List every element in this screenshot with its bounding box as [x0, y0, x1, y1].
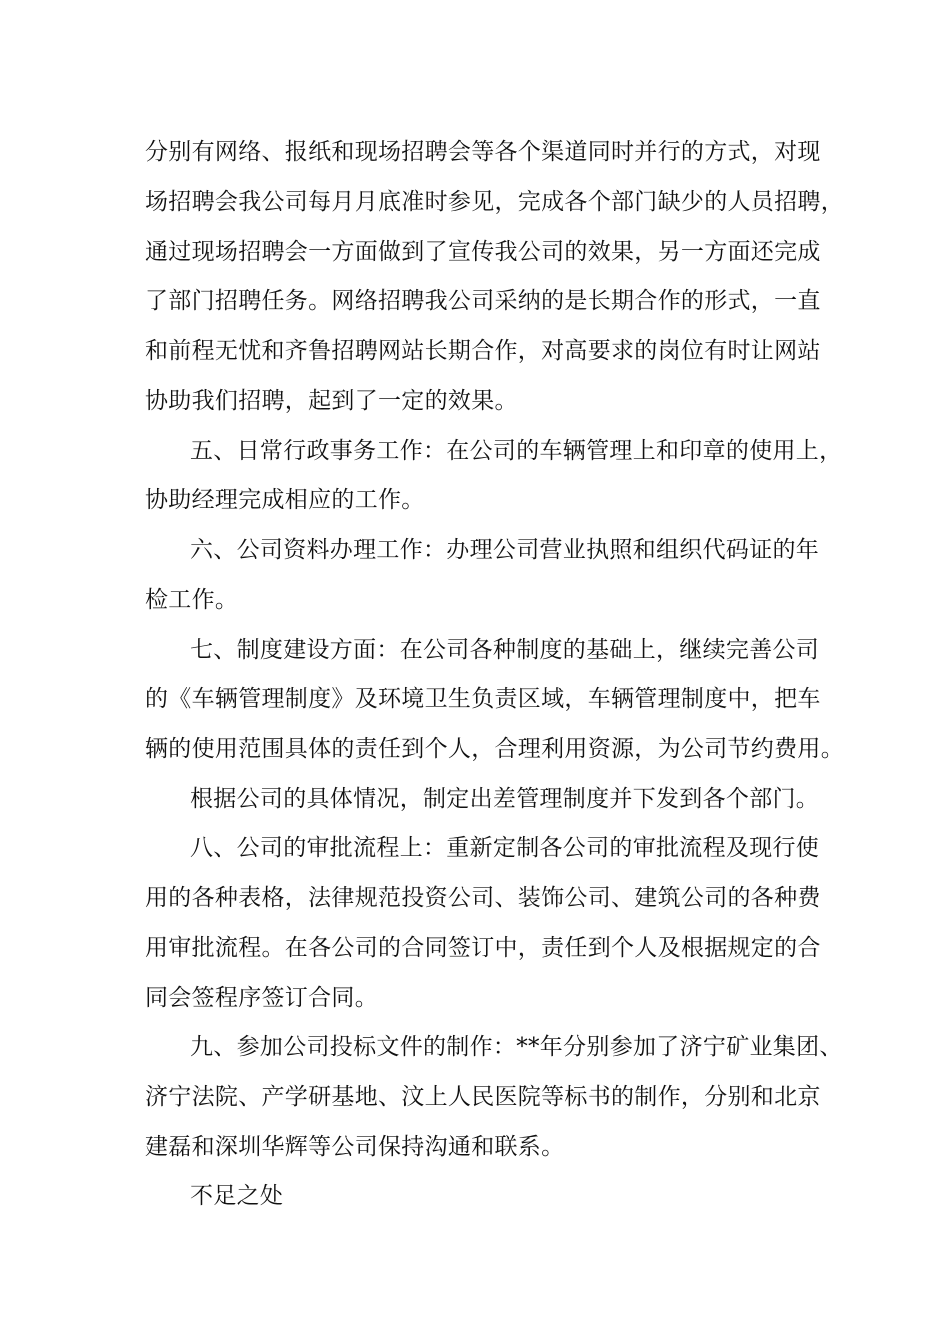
body-text-line: 协助经理完成相应的工作。 — [145, 487, 425, 513]
body-text-line: 协助我们招聘，起到了一定的效果。 — [145, 388, 518, 414]
body-text-line: 检工作。 — [145, 587, 239, 613]
body-text-line: 辆的使用范围具体的责任到个人，合理利用资源，为公司节约费用。 — [145, 736, 844, 762]
body-text-line: 济宁法院、产学研基地、汶上人民医院等标书的制作，分别和北京 — [145, 1084, 821, 1110]
body-text-line: 场招聘会我公司每月月底准时参见，完成各个部门缺少的人员招聘， — [145, 189, 844, 215]
body-text-line: 用审批流程。在各公司的合同签订中，责任到个人及根据规定的合 — [145, 935, 821, 961]
body-text-line: 建磊和深圳华辉等公司保持沟通和联系。 — [145, 1134, 565, 1160]
section-heading-shortcomings: 不足之处 — [190, 1183, 284, 1209]
body-text-line: 了部门招聘任务。网络招聘我公司采纳的是长期合作的形式，一直 — [145, 288, 821, 314]
body-text-line: 和前程无忧和齐鲁招聘网站长期合作，对高要求的岗位有时让网站 — [145, 338, 821, 364]
paragraph-seven-heading: 七、制度建设方面：在公司各种制度的基础上，继续完善公司 — [190, 637, 820, 663]
body-text-line: 同会签程序签订合同。 — [145, 985, 378, 1011]
paragraph-eight-heading: 八、公司的审批流程上：重新定制各公司的审批流程及现行使 — [190, 835, 820, 861]
body-text-line: 分别有网络、报纸和现场招聘会等各个渠道同时并行的方式，对现 — [145, 139, 821, 165]
body-text-line: 通过现场招聘会一方面做到了宣传我公司的效果，另一方面还完成 — [145, 239, 821, 265]
paragraph-five-heading: 五、日常行政事务工作：在公司的车辆管理上和印章的使用上， — [190, 438, 843, 464]
body-text-line: 用的各种表格，法律规范投资公司、装饰公司、建筑公司的各种费 — [145, 885, 821, 911]
body-text-line: 根据公司的具体情况，制定出差管理制度并下发到各个部门。 — [190, 786, 820, 812]
paragraph-nine-heading: 九、参加公司投标文件的制作：**年分别参加了济宁矿业集团、 — [190, 1034, 843, 1060]
body-text-line: 的《车辆管理制度》及环境卫生负责区域，车辆管理制度中，把车 — [145, 686, 821, 712]
paragraph-six-heading: 六、公司资料办理工作：办理公司营业执照和组织代码证的年 — [190, 537, 820, 563]
